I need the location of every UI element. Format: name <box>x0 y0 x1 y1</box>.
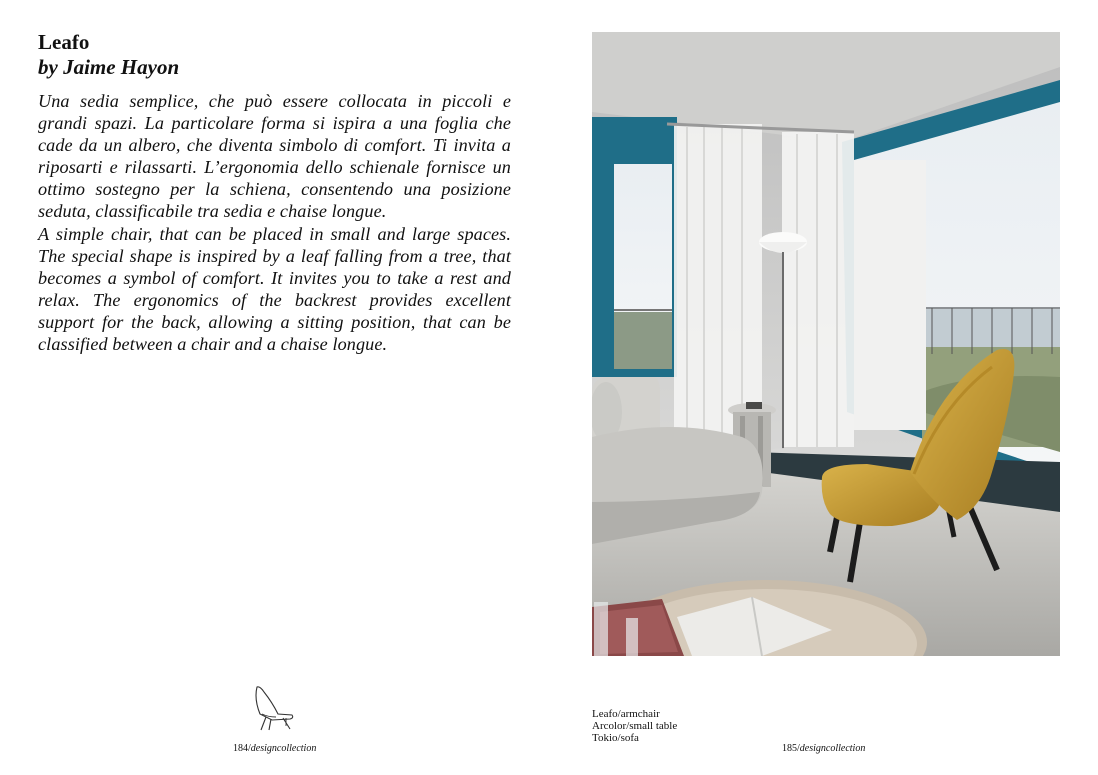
interior-photo <box>592 32 1060 656</box>
page-section-right: designcollection <box>799 743 866 754</box>
page-number-right-num: 185/ <box>782 743 800 754</box>
page-section-left: designcollection <box>250 743 317 754</box>
page-number-left <box>233 743 316 754</box>
caption-line: Tokio/sofa <box>592 732 639 744</box>
photo-captions <box>592 708 677 744</box>
designer-byline: by Jaime Hayon <box>38 55 180 79</box>
armchair-line-icon <box>252 684 296 732</box>
page-number-right <box>782 743 865 754</box>
product-description <box>38 90 511 355</box>
caption-line: Arcolor/small table <box>592 720 678 732</box>
living-room-interior-photo <box>592 32 1060 656</box>
description-italian: Una sedia semplice, che può essere collocata in piccoli e grandi spazi. La particolare forma si ispira a una foglia che cade da un albero, che diventa simbolo di comfort. Ti invita a riposarti e rilassarti. L’ergonomia dello schienale fornisce un ottimo sostegno per la schiena, consentendo una posizione seduta, classificabile tra sedia e chaise longue. <box>38 91 511 222</box>
caption-line: Leafo/armchair <box>592 708 660 720</box>
page-number-left-num: 184/ <box>233 743 251 754</box>
product-title: Leafo <box>38 30 90 54</box>
description-english: A simple chair, that can be placed in small and large spaces. The special shape is inspired by a leaf falling from a tree, that becomes a symbol of comfort. It invites you to take a rest and relax. The ergonomics of the backrest provides excellent support for the back, allowing a sitting position, that can be classified between a chair and a chaise longue. <box>38 223 511 355</box>
